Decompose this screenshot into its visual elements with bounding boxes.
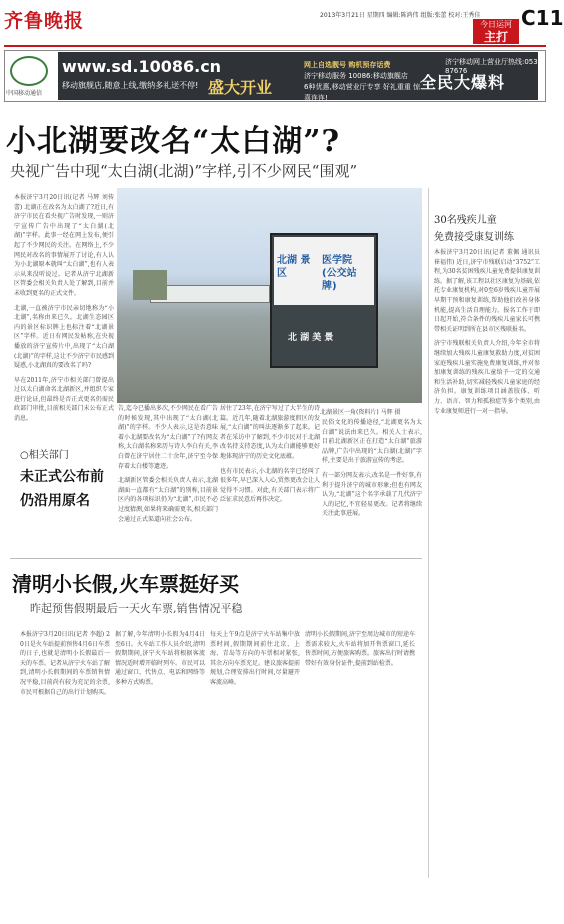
paragraph: 济宁市残联相关负责人介绍,今年全市将继续加大残疾儿童康复救助力度,对贫困家庭残疾儿童实施免费康复训练,并对参加康复训练的残疾儿童给予一定的交通和生活补助,切实减轻残疾儿童家庭的经济负担。康复训练项目涵盖肢体、听力、语言、智力和孤独症等多个类别,由专业康复师进行一对一指导。 xyxy=(434,340,540,415)
tram-vehicle xyxy=(150,285,270,303)
tree xyxy=(133,270,167,300)
paragraph: 告,迄今已播出多次,不少网民在看广告的时候发现,其中出现了“太白湖(北湖)”的字样。不少人表示,这是否意味着小北湖要改名为“太白湖”了?有网友称,太白湖名称来历与诗人李白有关,李白曾在济宁居住二十余年,济宁至今保存着太白楼等遗迹。 xyxy=(118,405,218,470)
photo-caption: 北湖景区一角(资料片) 马辉 摄 xyxy=(320,409,401,416)
sidebar-title-2: 免费接受康复训练 xyxy=(434,232,514,243)
related-label xyxy=(20,446,69,461)
paragraph: 北湖新区管委会相关负责人表示,北湖湖面一直都有“太白湖”的别称,目前景区内的各项标识仍为“北湖”,市民不必过度猜测,如果将来确需更名,相关部门会通过正式渠道向社会公布。 xyxy=(118,477,218,523)
article2-col-2: 据了解,今年清明小长假为4月4日至6日。火车站工作人员介绍,清明假期期间,济宁火车站将根据客流情况适时增开临时列车。市民可以通过窗口、代售点、电话和网络等多种方式购票。 xyxy=(115,631,206,686)
sign-text-right: 医学院 (公交站牌) xyxy=(322,255,357,292)
section-title: 主打 xyxy=(473,30,519,44)
article-col-2 xyxy=(118,404,218,534)
ad-mid-title: 网上自选靓号 购机预存话费 xyxy=(304,61,391,69)
circle-bullet-icon: ○ xyxy=(20,450,29,461)
section-divider xyxy=(10,558,422,559)
article2-col-3: 每天上午9点是济宁火车站集中放票时间,假期期间前往北京、上海、青岛等方向的车票相对紧张,其余方向车票充足。建议旅客提前规划,合理安排出行时间,尽量避开客流高峰。 xyxy=(210,631,301,686)
paragraph: 有一部分网友表示,改名是一件好事,有利于提升济宁的城市形象;但也有网友认为,“北湖”这个名字承载了几代济宁人的记忆,不宜轻易更改。记者将继续关注此事进展。 xyxy=(322,471,422,518)
header-rule xyxy=(4,45,546,47)
paragraph: 居住了23年,在济宁写过了大半生的诗篇。近几年,随着北湖旅游度假区的发展,“太白湖”的叫法逐渐多了起来。记者在采访中了解到,不少市民对于北湖改名持支持态度,认为太白湖能够更好地体现济宁的历史文化底蕴。 xyxy=(220,405,320,460)
paragraph: 也有市民表示,小北湖的名字已经叫了很多年,早已深入人心,贸然更改会让人觉得不习惯。对此,有关部门表示将广泛征求民意后再作决定。 xyxy=(220,467,320,504)
paragraph: 北湖,一直被济宁市民亲切地称为“小北湖”,名称由来已久。北湖生态园区内的景区标识牌上也标注着“北湖景区”字样。近日有网民发帖称,在央视播放的济宁宣传片中,出现了“太白湖(北湖)”的字样,这让不少济宁市民感到疑惑,小北湖真的要改名了吗? xyxy=(14,304,114,370)
ad-mid-line: 6种优惠,移动营业厅专享 好礼重重 惊喜连连! xyxy=(304,83,421,102)
article2-col-1: 本报济宁3月20日讯(记者 李超) 20日是火车站提前预售4月6日车票的日子,也就是清明小长假最后一天的车票。记者从济宁火车站了解到,清明小长假期间的车票销售情况平稳,目前尚有较为充足的余票,市民可根据自己的出行计划购买。 xyxy=(20,631,111,696)
related-label-text: 相关部门 xyxy=(28,450,69,461)
ad-brand: 中国移动通信 xyxy=(6,90,43,97)
paragraph: 本报济宁3月20日讯(记者 董佩 通讯员 崔福伟) 近日,济宁市残联启动“3752”工程,为30名贫困残疾儿童免费提供康复训练。据了解,该工程以社区康复为基础,依托专业康复机构,对0至6岁残疾儿童开展早期干预和康复训练,帮助他们改善身体机能,提高生活自理能力。报名工作于即日起开始,符合条件的残疾儿童家长可携带相关证明到所在县市区残联报名。 xyxy=(434,249,540,333)
ad-grand-open: 盛大开业 xyxy=(208,78,273,97)
article-subhead: 央视广告中现“太白湖(北湖)”字样,引不少网民“围观” xyxy=(10,162,358,180)
ad-slogan: 全民大爆料 xyxy=(420,73,506,92)
china-mobile-logo-icon xyxy=(10,56,48,86)
section-tag: 今日运河 xyxy=(473,19,519,30)
article-col-1 xyxy=(14,193,114,433)
column-divider xyxy=(428,188,429,878)
page-number: C11 xyxy=(521,6,564,30)
masthead-logo: 齐鲁晚报 xyxy=(4,10,85,32)
sidebar-title-1: 30名残疾儿童 xyxy=(434,215,497,226)
sidebar-body xyxy=(434,248,540,888)
ad-mid-line: 济宁移动服务 10086:移动旗舰店 xyxy=(304,72,408,80)
article-headline: 小北湖要改名“太白湖”? xyxy=(6,124,341,159)
ad-mid-text xyxy=(304,60,424,104)
ad-shop-text: 移动旗舰店,随意上线,缴纳多礼送不停! xyxy=(62,81,199,90)
article-col-4 xyxy=(322,418,422,534)
article2-headline: 清明小长假,火车票挺好买 xyxy=(12,572,239,596)
paragraph: 民俗文化的传播途径,“北湖更名为太白湖”说法由来已久。相关人士表示,目前北湖新区正在打造“太白湖”旅游品牌,广告中出现的“太白湖(北湖)”字样,主要是出于旅游宣传的考虑。 xyxy=(322,419,422,465)
ad-phone: 济宁移动网上营业厅热线:0537-87676 xyxy=(445,58,545,75)
article2-subhead: 昨起预售假期最后一天火车票,销售情况平稳 xyxy=(30,602,243,615)
paragraph: 早在2011年,济宁市相关部门曾提出过以太白湖命名北湖新区,并组织专家进行论证,但最终是否正式更名仍需民政部门审批,目前相关部门未公布正式消息。 xyxy=(14,376,114,423)
sign-text-bottom: 北 湖 美 景 xyxy=(288,333,334,343)
sign-text-left: 北湖 景区 xyxy=(277,255,311,279)
article2-col-4: 清明小长假期间,济宁至周边城市的短途车票需求较大,火车站将加开售票窗口,延长售票时间,方便旅客购票。旅客出行时请携带好有效身份证件,提前到站检票。 xyxy=(305,631,415,667)
article-col-3 xyxy=(220,404,320,534)
paragraph: 本报济宁3月20日讯(记者 马辉 刘传蕾) 北湖正在改名为太白湖了?近日,有济宁市民在看央视广告时发现,一则济宁宣传广告中出现了“太白湖(北湖)”字样。此事一经在网上发布,便引起了不少网民的关注。在网络上,不少网民对改名的事情展开了讨论,有人认为小北湖原本就叫“太白湖”,也有人表示从来没听说过。记者从济宁北湖新区管委会相关负责人处了解到,目前并未收到更名的正式文件。 xyxy=(14,194,114,297)
related-line-2: 仍沿用原名 xyxy=(20,493,90,509)
related-line-1: 未正式公布前 xyxy=(20,469,104,485)
issue-meta: 2013年3月21日 星期四 编辑:陈鸿伟 组版:张蕾 校对:王秀佳 xyxy=(320,12,481,19)
ad-url[interactable]: www.sd.10086.cn xyxy=(62,57,222,76)
